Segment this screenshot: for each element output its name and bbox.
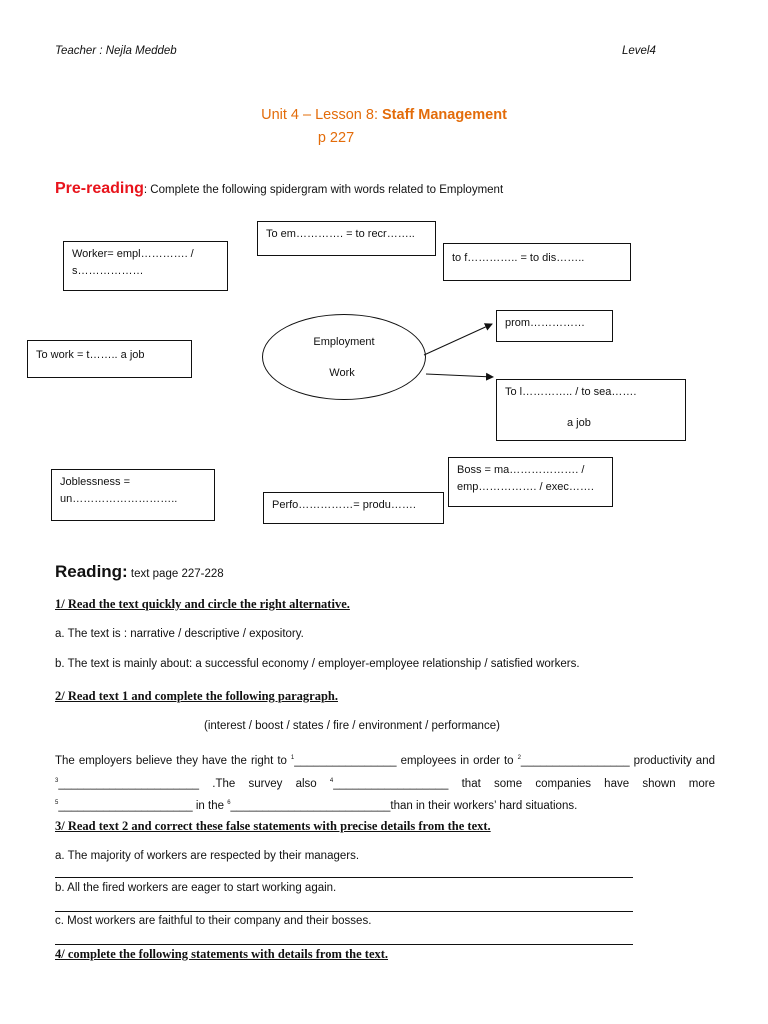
arrow-to-promotion	[424, 324, 492, 355]
reading-ref: text page 227-228	[127, 568, 224, 580]
lesson-topic: Staff Management	[382, 107, 507, 123]
prereading-label: Pre-reading	[55, 180, 144, 197]
box-boss-line2: emp……………. / exec…….	[457, 481, 594, 493]
lesson-page: p 227	[317, 130, 355, 146]
level-label: Level4	[622, 45, 656, 57]
answer-line	[55, 911, 633, 912]
q2-text-7: _________________________than in their workers’ hard situations.	[230, 800, 578, 812]
center-employment: Employment	[313, 336, 375, 348]
q3-item-c: c. Most workers are faithful to their company and their bosses.	[55, 915, 372, 927]
box-jobless-line1: Joblessness =	[60, 476, 131, 488]
q2-text-2: ________________ employees in order to	[294, 755, 518, 767]
box-look-line1: To l………….. / to sea…….	[505, 386, 637, 398]
box-promotion-text: prom……………	[505, 317, 586, 329]
box-boss	[448, 457, 613, 507]
q1-item-a: a. The text is : narrative / descriptive / expository.	[55, 628, 304, 640]
teacher-name: Teacher : Nejla Meddeb	[55, 45, 177, 57]
q3-item-a: a. The majority of workers are respected by their managers.	[55, 850, 360, 862]
q2-text-3: _________________ productivity and	[520, 755, 715, 767]
box-worker-line1: Worker= empl…………. /	[72, 248, 194, 260]
q2-num-1: 1	[290, 755, 295, 761]
q2-num-2: 2	[517, 755, 521, 761]
q3-title: 3/ Read text 2 and correct these false statements with precise details from the text.	[55, 819, 491, 833]
box-jobless-line2: un………………………..	[60, 493, 178, 505]
q2-num-4: 4	[329, 777, 334, 784]
box-look-line2: a job	[567, 417, 591, 429]
q2-num-3: 3	[55, 777, 59, 784]
q2-paragraph	[55, 749, 715, 817]
box-worker-line2: s………………	[72, 265, 144, 277]
q2-num-6: 6	[227, 800, 231, 806]
answer-line	[55, 877, 633, 878]
box-look	[496, 379, 686, 441]
prereading-instruction: : Complete the following spidergram with words related to Employment	[143, 184, 504, 196]
box-fire-text: to f………….. = to dis……..	[452, 252, 585, 264]
q2-title: 2/ Read text 1 and complete the following paragraph.	[55, 689, 338, 703]
q3-item-b: b. All the fired workers are eager to start working again.	[55, 882, 337, 894]
q2-word-bank: (interest / boost / states / fire / environment / performance)	[204, 720, 500, 732]
box-jobless	[51, 469, 215, 521]
reading-heading	[55, 562, 224, 582]
lesson-prefix: Unit 4 – Lesson 8:	[261, 107, 383, 123]
q2-text-6: _____________________ in the	[58, 800, 228, 812]
answer-line	[55, 944, 633, 945]
q4-title: 4/ complete the following statements with details from the text.	[55, 947, 389, 961]
q2-text-1: The employers believe they have the right to	[55, 755, 291, 767]
q2-num-5: 5	[55, 800, 59, 806]
arrow-to-look	[426, 374, 493, 377]
box-perf	[263, 492, 444, 524]
q2-text-5: __________________ that some companies have shown more	[333, 777, 716, 790]
reading-label: Reading:	[55, 562, 128, 581]
q1-item-b: b. The text is mainly about: a successful economy / employer-employee relationship / satisfied workers.	[55, 658, 580, 670]
center-work: Work	[329, 367, 355, 379]
q2-text-4: ______________________ .The survey also	[58, 777, 330, 790]
box-employ-text: To em…………. = to recr……..	[266, 228, 415, 240]
q1-title: 1/ Read the text quickly and circle the right alternative.	[55, 597, 350, 611]
box-perf-text: Perfo……………= produ…….	[272, 499, 416, 511]
box-work-text: To work = t…….. a job	[36, 349, 145, 361]
box-boss-line1: Boss = ma………………. /	[457, 464, 585, 476]
